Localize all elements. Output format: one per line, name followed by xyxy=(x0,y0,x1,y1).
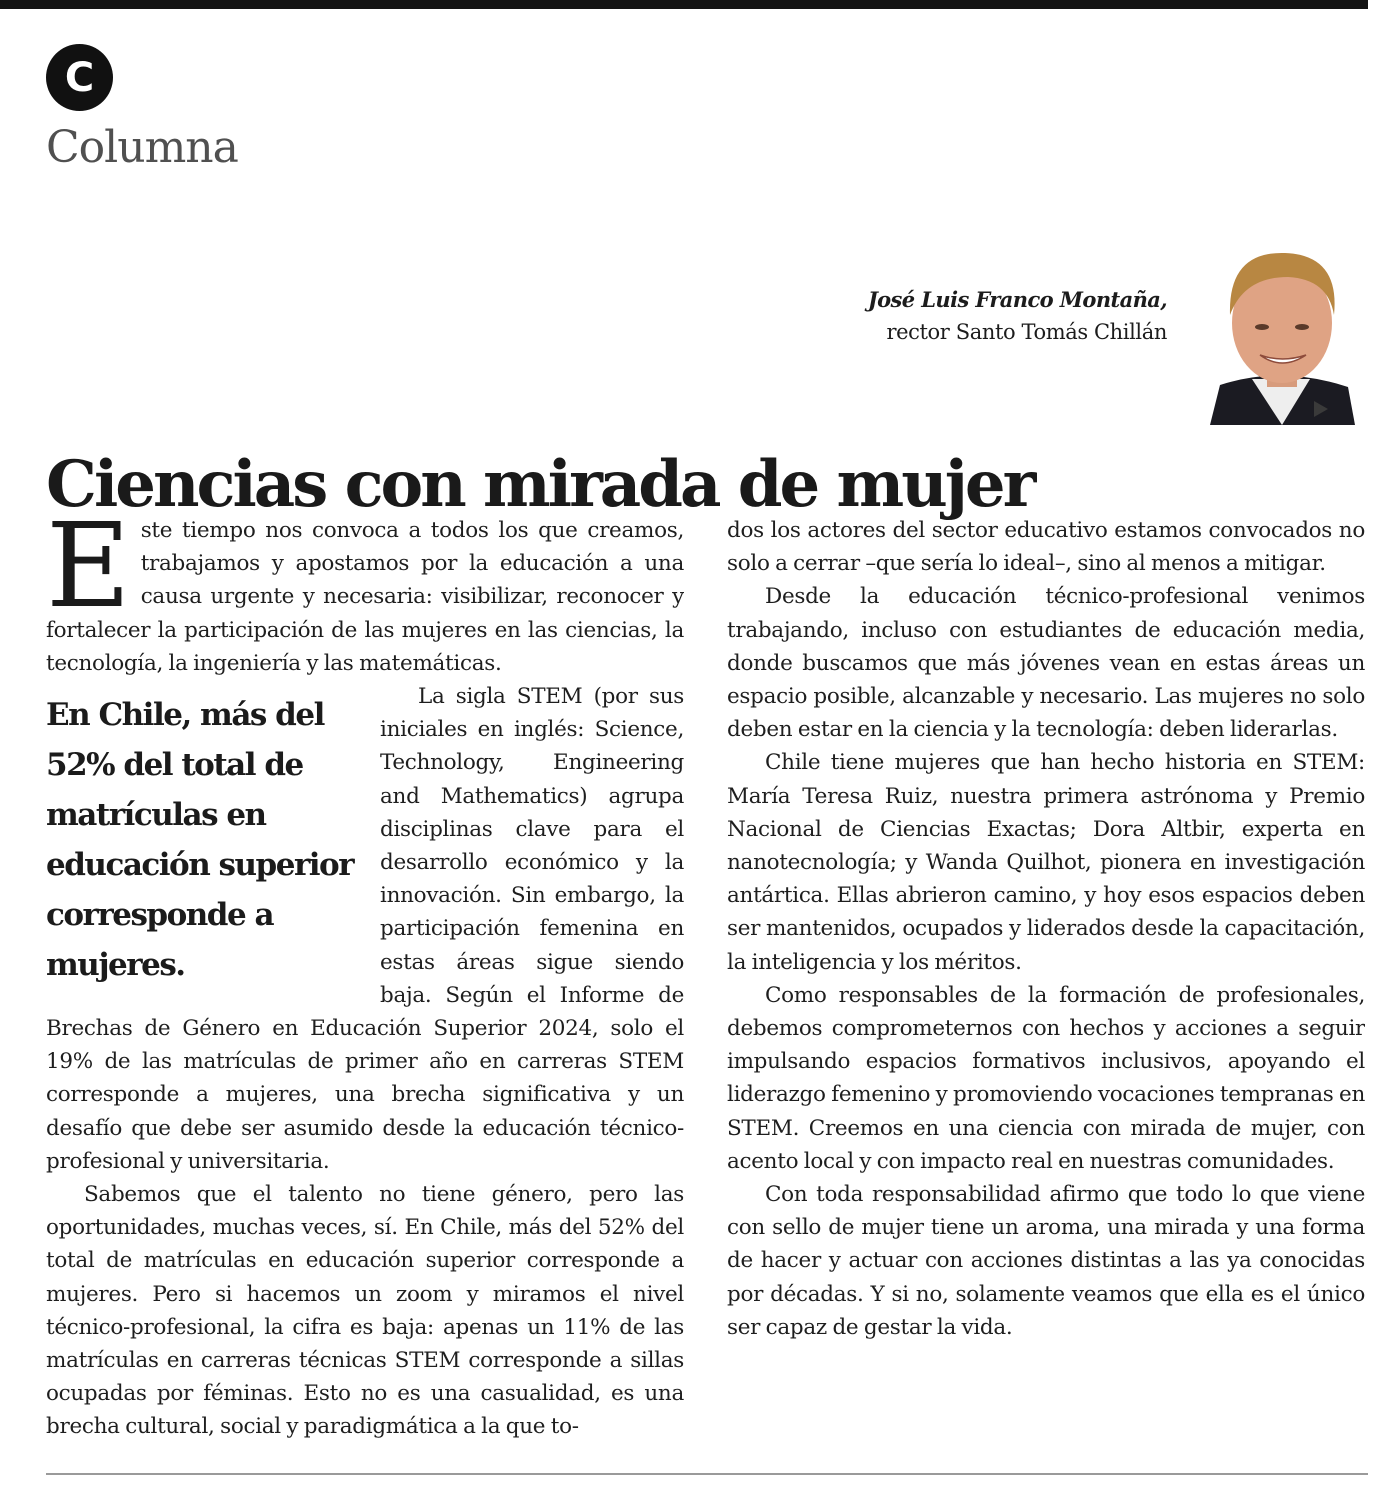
section-label: Columna xyxy=(46,122,238,173)
pull-quote: En Chile, más del 52% del total de matrículas en educación superior corresponde a mujeres. xyxy=(46,697,354,984)
section-badge xyxy=(46,44,113,111)
byline xyxy=(868,284,1167,348)
bottom-rule xyxy=(46,1473,1368,1475)
body-paragraph-3: Sabemos que el talento no tiene género, pero las oportunidades, muchas veces, sí. En Chile, más del 52% del total de matrículas en educación superior corresponde a mujeres. Pero si hacemos un zoom y miramos el nivel técnico-profesional, la cifra es baja: apenas un 11% de las matrículas en carreras técnicas STEM corresponde a sillas ocupadas por féminas. Esto no es una casualidad, es una brecha cultural, social y paradigmática a la que to- xyxy=(46,1182,684,1440)
author-portrait xyxy=(1210,245,1355,425)
body-paragraph-5: Chile tiene mujeres que han hecho historia en STEM: María Teresa Ruiz, nuestra primera astrónoma y Premio Nacional de Ciencias Exactas; Dora Altbir, experta en nanotecnología; y Wanda Quilhot, pionera en investigación antártica. Ellas abrieron camino, y hoy esos espacios deben ser mantenidos, ocupados y liderados desde la capacitación, la inteligencia y los méritos. xyxy=(727,750,1365,975)
author-name: José Luis Franco Montaña, xyxy=(867,287,1167,312)
body-paragraph-4: Desde la educación técnico-profesional venimos trabajando, incluso con estudiantes de educación media, donde buscamos que más jóvenes vean en estas áreas un espacio posible, alcanzable y necesario. Las mujeres no solo deben estar en la ciencia y la tecnología: deben liderarlas. xyxy=(727,584,1365,743)
body-paragraph-2: La sigla STEM (por sus iniciales en inglés: Science, Technology, Engineering and Mathematics) agrupa disciplinas clave para el desarrollo económico y la innovación. Sin embargo, la participación femenina en estas áreas sigue siendo baja. Según el Informe de Brechas de Género en Educación Superior 2024, solo el 19% de las matrículas de primer año en carreras STEM corresponde a mujeres, una brecha significativa y un desafío que debe ser asumido desde la educación técnico-profesional y universitaria. xyxy=(46,684,684,1174)
body-paragraph-6: Como responsables de la formación de profesionales, debemos comprometernos con hechos y acciones a seguir impulsando espacios formativos inclusivos, apoyando el liderazgo femenino y promoviendo vocaciones tempranas en STEM. Creemos en una ciencia con mirada de mujer, con acento local y con impacto real en nuestras comunidades. xyxy=(727,982,1365,1174)
body-paragraph-7: Con toda responsabilidad afirmo que todo lo que viene con sello de mujer tiene un aroma, una mirada y una forma de hacer y actuar con acciones distintas a las ya conocidas por décadas. Y si no, solamente veamos que ella es el único ser capaz de gestar la vida. xyxy=(727,1182,1365,1340)
article-column-left xyxy=(46,514,684,1458)
body-paragraph-1: ste tiempo nos convoca a todos los que creamos, trabajamos y apostamos por la educación a una causa urgente y necesaria: visibilizar, reconocer y fortalecer la participación de las mujeres en las ciencias, la tecnología, la ingeniería y las matemáticas. xyxy=(46,518,684,676)
article-headline: Ciencias con mirada de mujer xyxy=(46,446,1034,522)
body-paragraph-3-continued: dos los actores del sector educativo estamos convocados no solo a cerrar –que sería lo ideal–, sino al menos a mitigar. xyxy=(727,518,1365,577)
author-role: rector Santo Tomás Chillán xyxy=(886,320,1167,344)
article-column-right xyxy=(727,514,1365,1458)
top-rule xyxy=(0,0,1368,9)
drop-cap: E xyxy=(46,514,131,634)
section-badge-letter: C xyxy=(64,54,95,101)
